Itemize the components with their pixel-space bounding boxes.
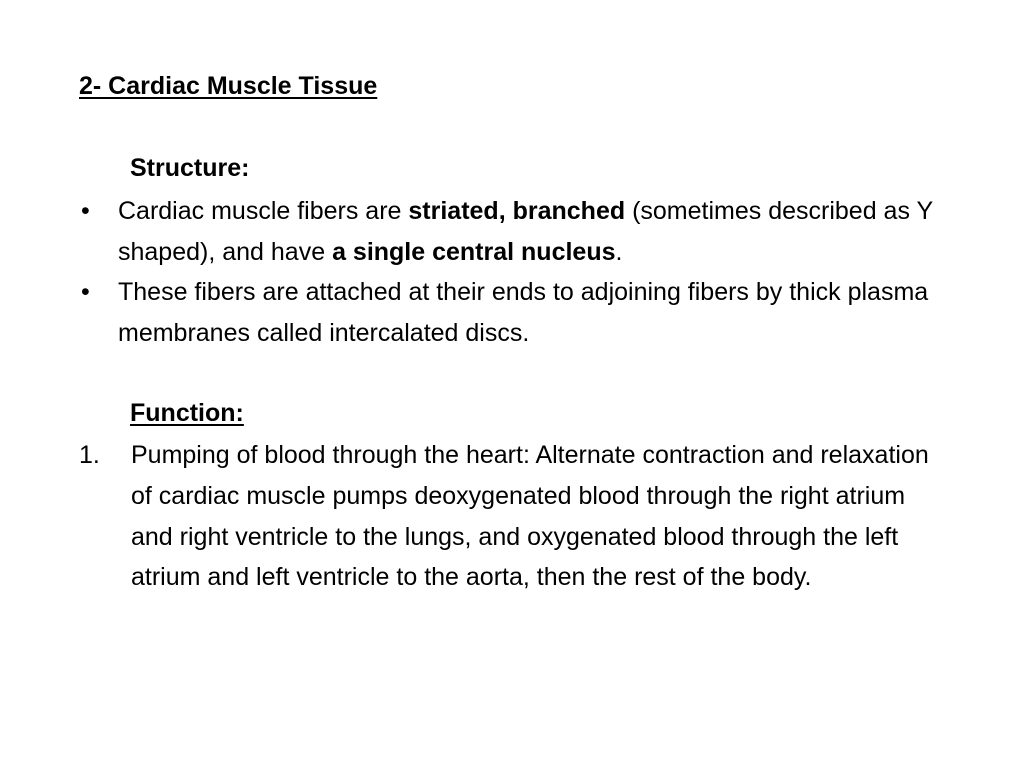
structure-heading: Structure: bbox=[130, 154, 250, 182]
bullet-text-part: . bbox=[615, 237, 623, 266]
bullet-emphasis: striated, branched bbox=[408, 197, 626, 225]
function-numbered-list bbox=[79, 435, 939, 598]
structure-bullet-list bbox=[79, 191, 939, 353]
slide-title: 2- Cardiac Muscle Tissue bbox=[79, 72, 378, 100]
list-item bbox=[79, 272, 939, 353]
bullet-marker: • bbox=[81, 278, 90, 306]
bullet-marker: • bbox=[81, 197, 90, 225]
number-marker: 1. bbox=[79, 441, 100, 469]
function-heading: Function: bbox=[130, 399, 244, 427]
list-item bbox=[79, 435, 939, 598]
bullet-text: These fibers are attached at their ends to adjoining fibers by thick plasma membranes called intercalated discs. bbox=[118, 278, 929, 347]
bullet-text-part: Cardiac muscle fibers are bbox=[118, 197, 409, 225]
bullet-text-part: (sometimes described as Y shaped), and have bbox=[118, 197, 933, 266]
function-text: Pumping of blood through the heart: Alternate contraction and relaxation of cardiac muscle pumps deoxygenated blood through the right atrium and right ventricle to the lungs, and oxygenated blood through the left atrium and left ventricle to the aorta, then the rest of the body. bbox=[131, 441, 929, 592]
list-item bbox=[79, 191, 939, 272]
bullet-emphasis: a single central nucleus bbox=[332, 237, 616, 266]
